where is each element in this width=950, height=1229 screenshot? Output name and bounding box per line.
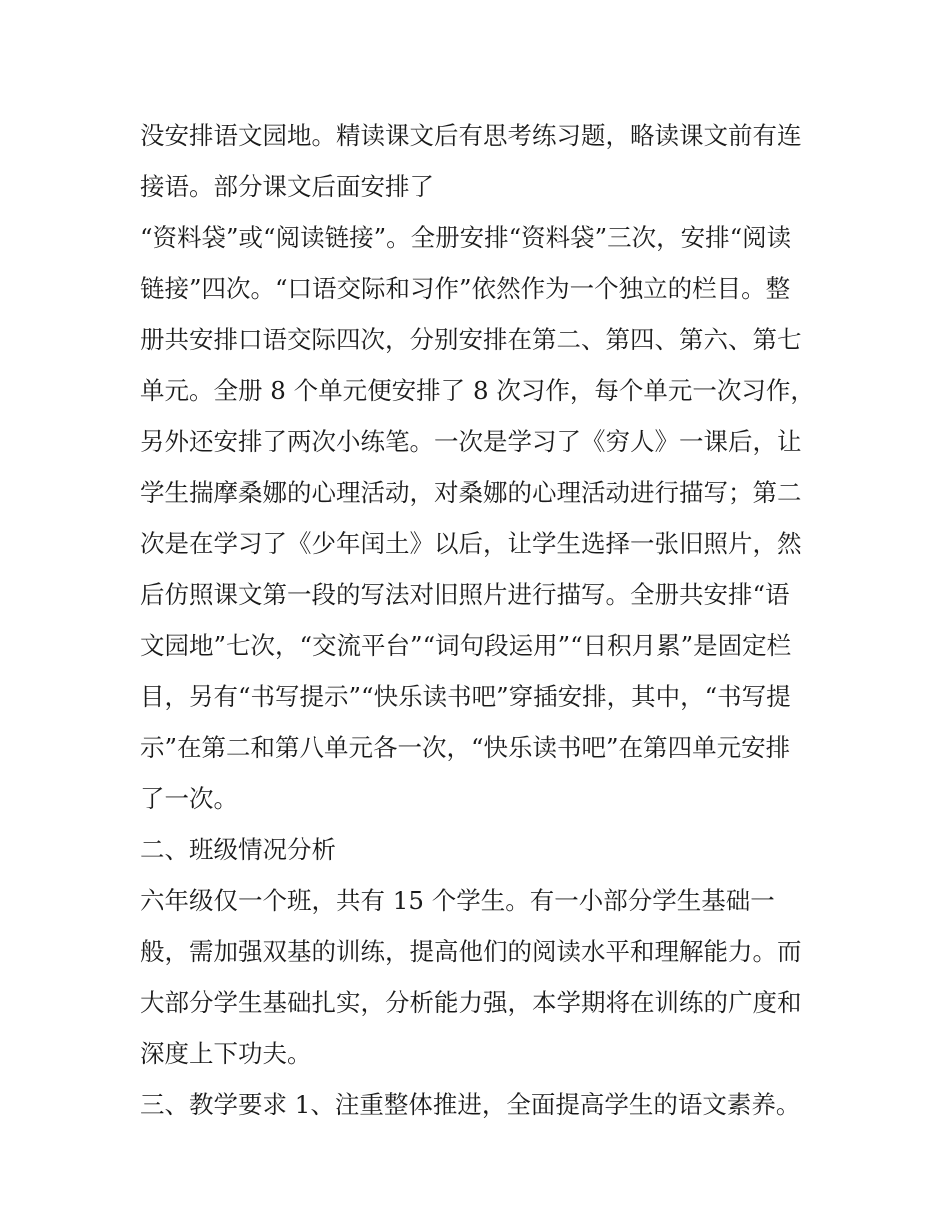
text-line: 接语。部分课文后面安排了 bbox=[140, 172, 434, 201]
section-heading: 三、教学要求 1、注重整体推进，全面提高学生的语文素养。 bbox=[140, 1090, 801, 1119]
text-line: 链接”四次。“口语交际和习作”依然作为一个独立的栏目。整 bbox=[140, 274, 791, 303]
text-line: 文园地”七次，“交流平台”“词句段运用”“日积月累”是固定栏 bbox=[140, 631, 792, 660]
text-line: 六年级仅一个班，共有 15 个学生。有一小部分学生基础一 bbox=[140, 886, 775, 915]
text-line: 后仿照课文第一段的写法对旧照片进行描写。全册共安排“语 bbox=[140, 580, 790, 609]
text-line: 目，另有“书写提示”“快乐读书吧”穿插安排，其中，“书写提 bbox=[140, 682, 791, 711]
document-body bbox=[140, 110, 830, 1130]
text-line: 学生揣摩桑娜的心理活动，对桑娜的心理活动进行描写；第二 bbox=[140, 478, 802, 507]
text-line: 了一次。 bbox=[140, 784, 238, 813]
text-line: 没安排语文园地。精读课文后有思考练习题，略读课文前有连 bbox=[140, 121, 802, 150]
text-line: 另外还安排了两次小练笔。一次是学习了《穷人》一课后，让 bbox=[140, 427, 802, 456]
text-line: 册共安排口语交际四次，分别安排在第二、第四、第六、第七 bbox=[140, 325, 802, 354]
text-line: 般，需加强双基的训练，提高他们的阅读水平和理解能力。而 bbox=[140, 937, 802, 966]
text-line: 示”在第二和第八单元各一次，“快乐读书吧”在第四单元安排 bbox=[140, 733, 791, 762]
text-line: “资料袋”或“阅读链接”。全册安排“资料袋”三次，安排“阅读 bbox=[140, 223, 792, 252]
text-line: 单元。全册 8 个单元便安排了 8 次习作，每个单元一次习作， bbox=[140, 376, 815, 405]
text-line: 大部分学生基础扎实，分析能力强，本学期将在训练的广度和 bbox=[140, 988, 802, 1017]
section-heading: 二、班级情况分析 bbox=[140, 835, 336, 864]
text-line: 次是在学习了《少年闰土》以后，让学生选择一张旧照片，然 bbox=[140, 529, 802, 558]
text-line: 深度上下功夫。 bbox=[140, 1039, 312, 1068]
